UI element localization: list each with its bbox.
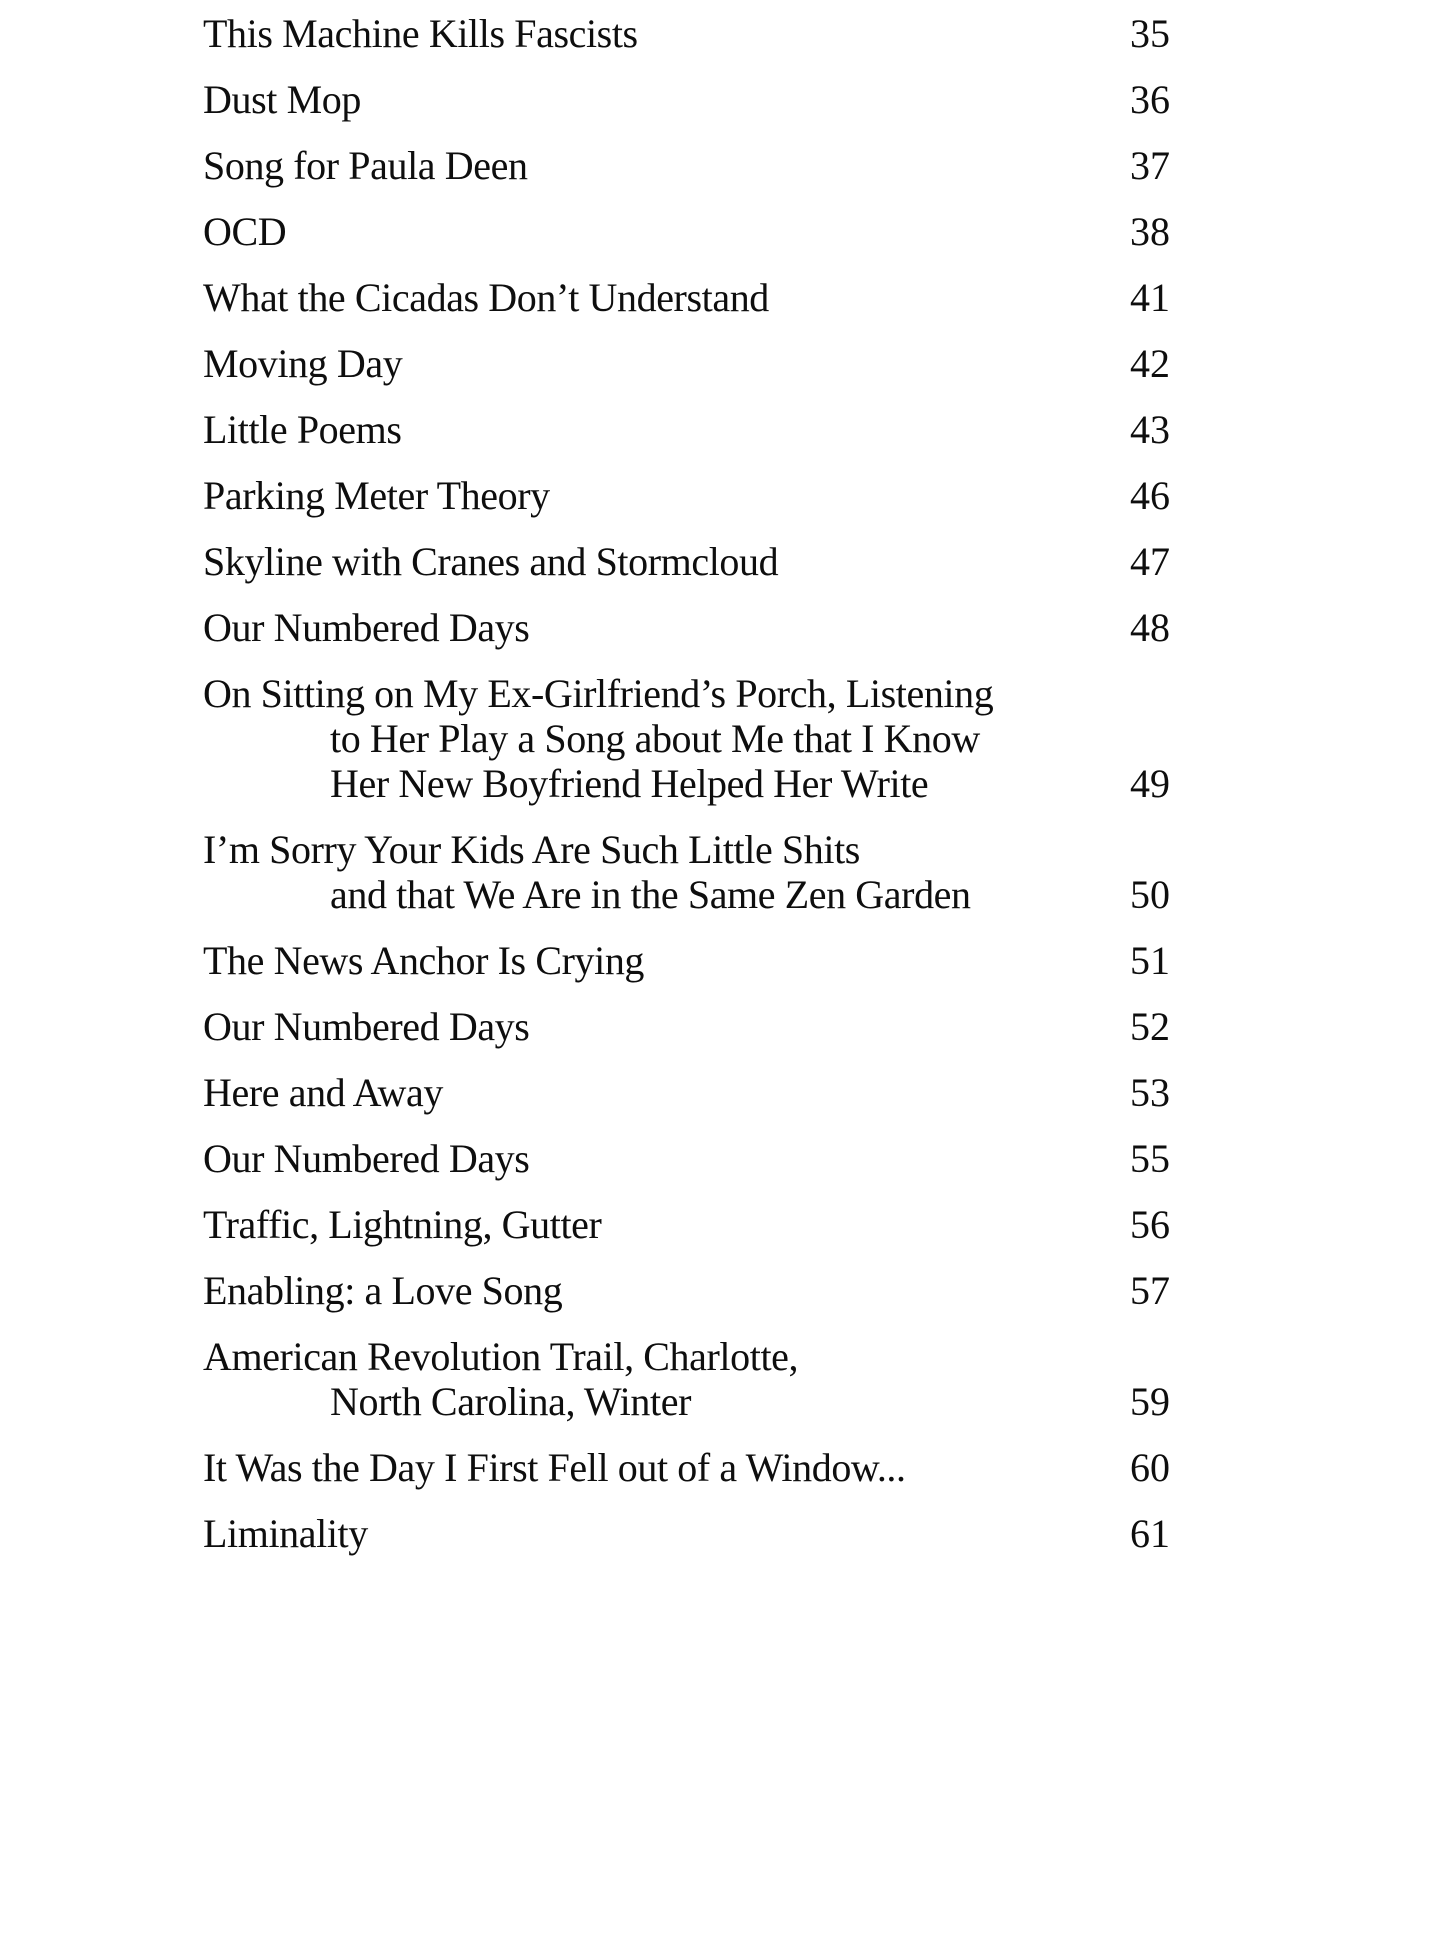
toc-entry-title <box>203 1202 1110 1247</box>
toc-entry-page-number: 59 <box>1130 1379 1170 1424</box>
toc-entry-title <box>203 1004 1110 1049</box>
toc-entry <box>203 1334 1170 1424</box>
toc-title-line: Moving Day <box>203 341 403 386</box>
toc-entry-page-number: 43 <box>1130 407 1170 452</box>
toc-title-line: American Revolution Trail, Charlotte, <box>203 1334 799 1379</box>
toc-entry-page-number: 38 <box>1130 209 1170 254</box>
toc-entry-page-number: 36 <box>1130 77 1170 122</box>
toc-entry-title <box>203 605 1110 650</box>
toc-entry <box>203 671 1170 806</box>
toc-title-line: Our Numbered Days <box>203 1136 530 1181</box>
toc-entry-title <box>203 1334 1110 1424</box>
toc-title-line: Enabling: a Love Song <box>203 1268 563 1313</box>
toc-entry <box>203 1268 1170 1313</box>
toc-entry <box>203 1004 1170 1049</box>
toc-entry <box>203 605 1170 650</box>
toc-entry-title <box>203 143 1110 188</box>
toc-entry-page-number: 60 <box>1130 1445 1170 1490</box>
toc-entry-title <box>203 209 1110 254</box>
table-of-contents <box>203 11 1170 1577</box>
toc-title-line: Our Numbered Days <box>203 1004 530 1049</box>
toc-entry <box>203 473 1170 518</box>
toc-entry-page-number: 41 <box>1130 275 1170 320</box>
toc-entry-title <box>203 77 1110 122</box>
toc-entry-title <box>203 1136 1110 1181</box>
toc-entry-title <box>203 473 1110 518</box>
toc-entry-page-number: 61 <box>1130 1511 1170 1556</box>
toc-entry-title <box>203 539 1110 584</box>
toc-entry <box>203 1511 1170 1556</box>
toc-entry-page-number: 51 <box>1130 938 1170 983</box>
toc-title-line: The News Anchor Is Crying <box>203 938 645 983</box>
toc-title-line: Traffic, Lightning, Gutter <box>203 1202 602 1247</box>
toc-title-line: What the Cicadas Don’t Understand <box>203 275 769 320</box>
toc-entry-title <box>203 938 1110 983</box>
toc-entry-title <box>203 1268 1110 1313</box>
toc-entry-page-number: 42 <box>1130 341 1170 386</box>
toc-entry-title <box>203 1511 1110 1556</box>
toc-title-line: Skyline with Cranes and Stormcloud <box>203 539 779 584</box>
toc-entry <box>203 1136 1170 1181</box>
toc-entry-title <box>203 275 1110 320</box>
toc-entry-page-number: 55 <box>1130 1136 1170 1181</box>
toc-entry-page-number: 48 <box>1130 605 1170 650</box>
toc-entry-title <box>203 407 1110 452</box>
toc-title-line: Little Poems <box>203 407 402 452</box>
toc-entry-title <box>203 11 1110 56</box>
toc-title-line: On Sitting on My Ex-Girlfriend’s Porch, Listening <box>203 671 994 716</box>
toc-title-line: I’m Sorry Your Kids Are Such Little Shits <box>203 827 860 872</box>
toc-entry-page-number: 50 <box>1130 872 1170 917</box>
toc-entry-title <box>203 671 1110 806</box>
toc-entry <box>203 341 1170 386</box>
toc-entry <box>203 77 1170 122</box>
toc-entry-page-number: 56 <box>1130 1202 1170 1247</box>
toc-title-line: to Her Play a Song about Me that I Know <box>330 716 980 761</box>
toc-entry <box>203 1202 1170 1247</box>
toc-title-line: and that We Are in the Same Zen Garden <box>330 872 971 917</box>
toc-title-line: Dust Mop <box>203 77 361 122</box>
toc-entry <box>203 407 1170 452</box>
toc-entry <box>203 938 1170 983</box>
toc-entry-title <box>203 827 1110 917</box>
toc-entry <box>203 1070 1170 1115</box>
toc-entry-page-number: 35 <box>1130 11 1170 56</box>
toc-entry <box>203 275 1170 320</box>
toc-entry-title <box>203 341 1110 386</box>
toc-entry-title <box>203 1070 1110 1115</box>
toc-entry-page-number: 46 <box>1130 473 1170 518</box>
toc-title-line: Song for Paula Deen <box>203 143 528 188</box>
toc-entry-page-number: 47 <box>1130 539 1170 584</box>
toc-title-line: OCD <box>203 209 287 254</box>
toc-entry <box>203 143 1170 188</box>
toc-entry <box>203 1445 1170 1490</box>
toc-entry <box>203 827 1170 917</box>
toc-entry <box>203 539 1170 584</box>
toc-title-line: Parking Meter Theory <box>203 473 550 518</box>
toc-entry-page-number: 57 <box>1130 1268 1170 1313</box>
toc-title-line: Liminality <box>203 1511 368 1556</box>
toc-entry-page-number: 53 <box>1130 1070 1170 1115</box>
toc-entry-page-number: 52 <box>1130 1004 1170 1049</box>
toc-title-line: Here and Away <box>203 1070 443 1115</box>
toc-title-line: This Machine Kills Fascists <box>203 11 638 56</box>
toc-entry-title <box>203 1445 1110 1490</box>
toc-title-line: Her New Boyfriend Helped Her Write <box>330 761 929 806</box>
toc-entry-page-number: 37 <box>1130 143 1170 188</box>
toc-entry <box>203 209 1170 254</box>
toc-entry-page-number: 49 <box>1130 761 1170 806</box>
toc-title-line: It Was the Day I First Fell out of a Window... <box>203 1445 906 1490</box>
toc-entry <box>203 11 1170 56</box>
toc-title-line: Our Numbered Days <box>203 605 530 650</box>
toc-title-line: North Carolina, Winter <box>330 1379 691 1424</box>
